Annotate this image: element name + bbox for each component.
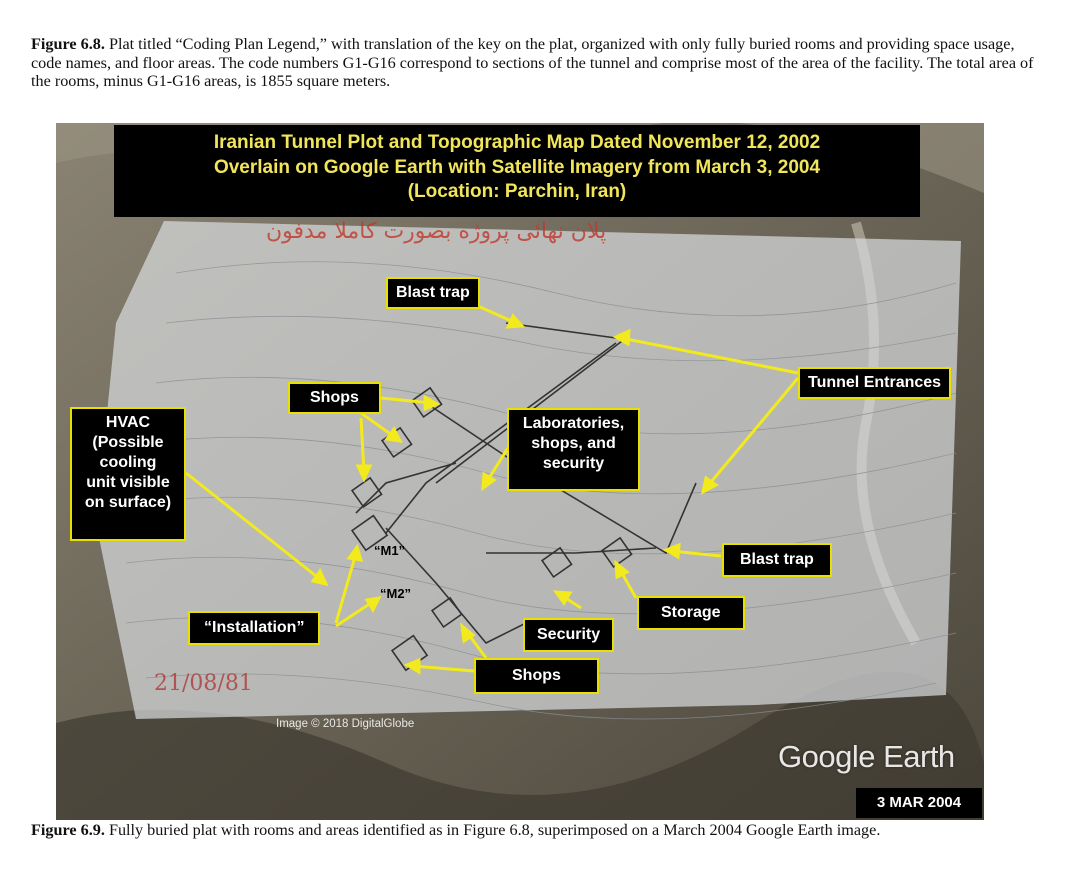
label-security: Security: [523, 618, 614, 652]
figure-6-9-caption: [31, 821, 1031, 840]
imagery-date-stamp: 3 MAR 2004: [856, 788, 982, 818]
persian-heading: پلان نهائی پروژه بصورت کاملا مدفون: [266, 219, 607, 244]
label-blast-trap-right: Blast trap: [722, 543, 832, 577]
label-blast-trap-top: Blast trap: [386, 277, 480, 309]
label-installation: “Installation”: [188, 611, 320, 645]
caption-label: Figure 6.9.: [31, 821, 105, 839]
caption-label: Figure 6.8.: [31, 35, 105, 53]
label-hvac: HVAC (Possible cooling unit visible on surface): [70, 407, 186, 541]
figure-6-8-caption: [31, 35, 1041, 91]
caption-text: Fully buried plat with rooms and areas identified as in Figure 6.8, superimposed on a March 2004 Google Earth image.: [104, 821, 881, 839]
google-earth-logo: Google Earth: [778, 739, 955, 774]
handwritten-date: 21/08/81: [154, 671, 253, 696]
imagery-copyright: Image © 2018 DigitalGlobe: [276, 718, 415, 730]
label-shops-top: Shops: [288, 382, 381, 414]
satellite-map-figure: [56, 123, 984, 820]
label-m1: “M1”: [374, 543, 406, 558]
label-laboratories: Laboratories, shops, and security: [507, 408, 640, 491]
caption-text: Plat titled “Coding Plan Legend,” with translation of the key on the plat, organized with only fully buried rooms and providing space usage, code names, and floor areas. The code numbers G1-G16 correspond to sections of the tunnel and comprise most of the area of the facility. The total area of the rooms, minus G1-G16 areas, is 1855 square meters.: [31, 35, 1034, 91]
label-tunnel-entrances: Tunnel Entrances: [798, 367, 951, 399]
label-m2: “M2”: [380, 586, 412, 601]
label-shops-bottom: Shops: [474, 658, 599, 694]
figure-title: Iranian Tunnel Plot and Topographic Map Dated November 12, 2002 Overlain on Google Earth with Satellite Imagery from March 3, 2004 (Location: Parchin, Iran): [114, 125, 920, 217]
label-storage: Storage: [637, 596, 745, 630]
